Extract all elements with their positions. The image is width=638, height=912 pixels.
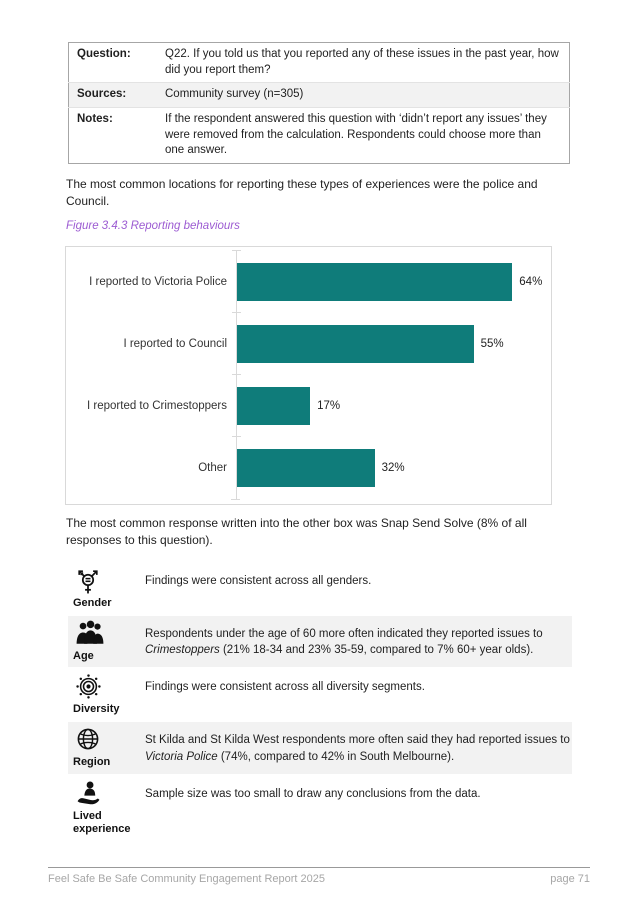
page-footer bbox=[48, 867, 590, 885]
segment-label: Age bbox=[73, 650, 94, 663]
bar-category-label: I reported to Crimestoppers bbox=[87, 399, 227, 412]
footer-report-title: Feel Safe Be Safe Community Engagement Report 2025 bbox=[48, 873, 325, 885]
question-meta-table bbox=[68, 42, 570, 164]
meta-row-sources bbox=[69, 83, 570, 108]
meta-value: Q22. If you told us that you reported any of these issues in the past year, how did you report them? bbox=[157, 43, 570, 83]
bar-value-label: 55% bbox=[480, 337, 504, 350]
bar-category-label: Other bbox=[198, 461, 227, 474]
segment-icon-cell bbox=[73, 567, 145, 610]
segment-text: Sample size was too small to draw any conclusions from the data. bbox=[145, 787, 481, 800]
bar-value-label: 64% bbox=[519, 275, 543, 288]
segment-text: Findings were consistent across all diversity segments. bbox=[145, 681, 425, 694]
other-response-paragraph: The most common response written into the other box was Snap Send Solve (8% of all responses to this question). bbox=[66, 515, 527, 547]
segment-text: Respondents under the age of 60 more often indicated they reported issues to Crimestoppers (21% 18-34 and 23% 35-59, compared to 7% 60+ year olds). bbox=[145, 628, 543, 657]
dot-circle-icon bbox=[75, 673, 105, 701]
segment-row-gender bbox=[68, 563, 572, 614]
bar-category-label: I reported to Victoria Police bbox=[89, 275, 227, 288]
footer-page-number: page 71 bbox=[550, 873, 590, 885]
figure-caption: Figure 3.4.3 Reporting behaviours bbox=[66, 219, 240, 232]
meta-label: Notes: bbox=[77, 112, 113, 125]
bar bbox=[237, 449, 375, 487]
segment-label: Region bbox=[73, 756, 111, 769]
demographic-segments bbox=[68, 563, 572, 840]
meta-value: Community survey (n=305) bbox=[157, 83, 570, 108]
chart-bar-row bbox=[66, 251, 551, 313]
segment-label: Diversity bbox=[73, 703, 120, 716]
bar-value-label: 17% bbox=[317, 399, 341, 412]
chart-bar-row bbox=[66, 375, 551, 437]
bar bbox=[237, 387, 310, 425]
bar-track bbox=[236, 313, 551, 375]
axis-end-tick bbox=[231, 499, 240, 500]
segment-text: St Kilda and St Kilda West respondents more often said they had reported issues to Victoria Police (74%, compared to 42% in South Melbourne). bbox=[145, 734, 570, 763]
person-in-hand-icon bbox=[75, 780, 105, 808]
segment-icon-cell bbox=[73, 780, 145, 836]
gender-symbol-icon bbox=[75, 567, 105, 595]
meta-row-notes bbox=[69, 107, 570, 163]
bar-category-label: I reported to Council bbox=[123, 337, 227, 350]
reporting-behaviours-bar-chart bbox=[65, 246, 552, 505]
globe-icon bbox=[75, 726, 105, 754]
segment-label: Lived experience bbox=[73, 809, 131, 835]
meta-row-question bbox=[69, 43, 570, 83]
bar-track bbox=[236, 375, 551, 437]
segment-text: Findings were consistent across all genders. bbox=[145, 574, 372, 587]
segment-row-age bbox=[68, 616, 572, 667]
bar-value-label: 32% bbox=[381, 461, 405, 474]
people-group-icon bbox=[75, 620, 105, 648]
bar-track bbox=[236, 437, 551, 499]
meta-label: Question: bbox=[69, 43, 158, 83]
meta-value: If the respondent answered this question with ‘didn’t report any issues’ they were removed from the calculation. Respondents could choose more than one answer. bbox=[165, 112, 547, 157]
intro-paragraph: The most common locations for reporting these types of experiences were the police and Council. bbox=[66, 176, 538, 208]
segment-row-lived-experience bbox=[68, 776, 572, 840]
segment-label: Gender bbox=[73, 596, 112, 609]
meta-label: Sources: bbox=[69, 83, 158, 108]
bar-track bbox=[236, 251, 551, 313]
segment-icon-cell bbox=[73, 673, 145, 716]
chart-bar-row bbox=[66, 437, 551, 499]
segment-icon-cell bbox=[73, 620, 145, 663]
chart-bar-row bbox=[66, 313, 551, 375]
segment-row-diversity bbox=[68, 669, 572, 720]
bar bbox=[237, 325, 474, 363]
segment-row-region bbox=[68, 722, 572, 773]
bar bbox=[237, 263, 512, 301]
segment-icon-cell bbox=[73, 726, 145, 769]
